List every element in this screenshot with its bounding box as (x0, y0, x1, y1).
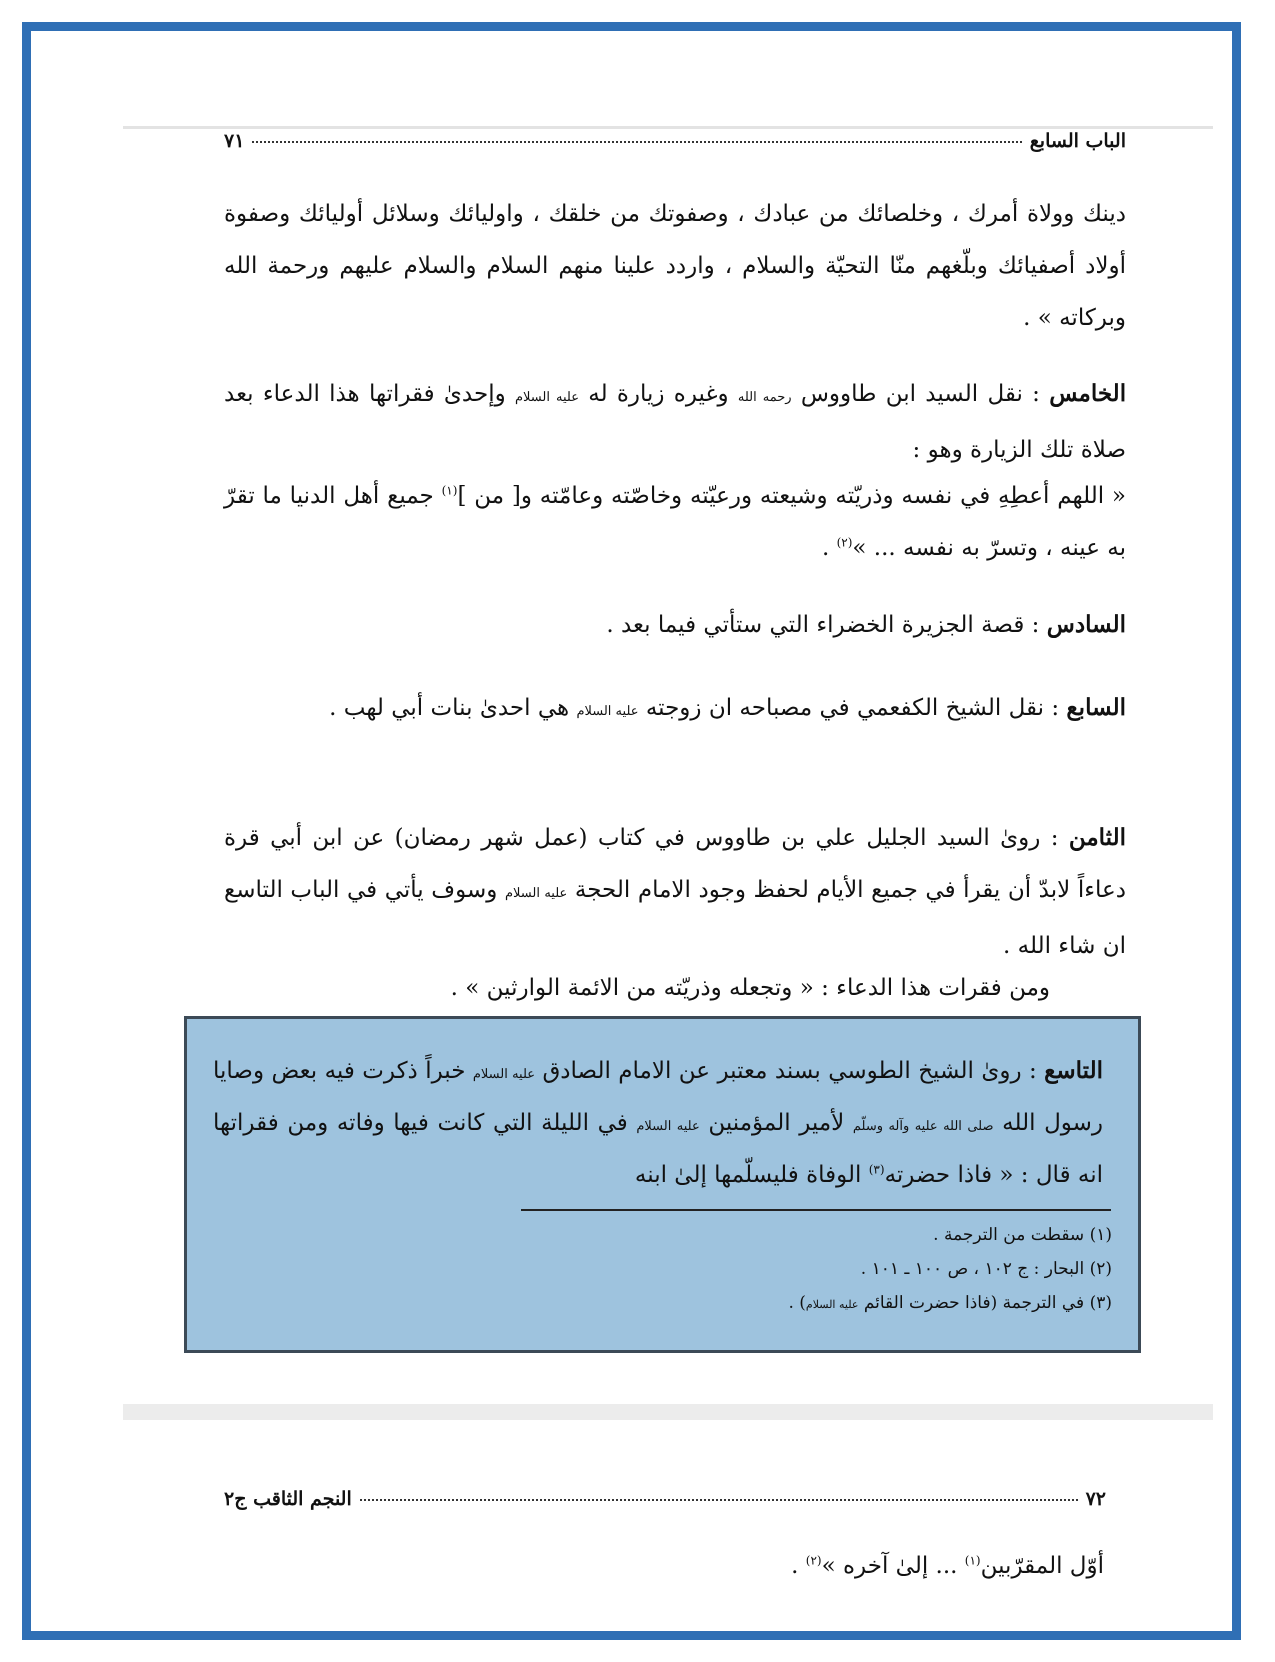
paragraph-text: « اللهم أعطِهِ في نفسه وذريّته وشيعته ورعيّته وخاصّته وعامّته و[ من ] (457, 483, 1127, 509)
paragraph-text: : نقل السيد ابن طاووس (800, 381, 1040, 407)
honorific: صلى الله عليه وآله وسلّم (852, 1119, 994, 1134)
paragraph-text: وإحدىٰ فقراتها هذا الدعاء بعد صلاة تلك الزيارة وهو : (224, 381, 1126, 463)
paragraph-text: : نقل الشيخ الكفعمي في مصباحه ان زوجته (645, 695, 1060, 721)
honorific: عليه السلام (576, 704, 639, 719)
paragraph-lead: الثامن (1068, 824, 1127, 851)
paragraph-next-page (224, 1540, 1104, 1592)
running-header (224, 130, 1126, 152)
paragraph-supplication (224, 470, 1126, 574)
paragraph-text: أوّل المقرّبين (980, 1553, 1104, 1579)
paragraph-text: دينك وولاة أمرك ، وخلصائك من عبادك ، وصفوتك من خلقك ، واوليائك وسلائل أوليائك وصفوة أولاد أصفيائك وبلّغهم منّا التحيّة والسلام ، واردد علينا منهم السلام والسلام عليهم ورحمة الله وبركاته » . (224, 201, 1126, 331)
paragraph-text: لأمير المؤمنين (708, 1110, 845, 1136)
paragraph-lead: السابع (1066, 694, 1126, 721)
paragraph-text: وغيره زيارة له (588, 381, 729, 407)
footnote-text: ) . (788, 1293, 806, 1313)
honorific: عليه السلام (514, 390, 579, 405)
honorific: عليه السلام (504, 886, 568, 901)
page-number-next: ٧٢ (1085, 1488, 1106, 1510)
footnote-separator (521, 1209, 1111, 1211)
highlighted-section (184, 1016, 1141, 1353)
paragraph-fifth (224, 368, 1126, 476)
footnote-marker: (٢) (836, 535, 853, 550)
footnote-2: (٢) البحار : ج ١٠٢ ، ص ١٠٠ ـ ١٠١ . (860, 1259, 1112, 1279)
paragraph-continuation (224, 188, 1126, 344)
page-number: ٧١ (224, 130, 245, 152)
paragraph-lead: التاسع (1044, 1057, 1103, 1084)
paragraph-lead: السادس (1046, 611, 1126, 638)
footnote-1: (١) سقطت من الترجمة . (933, 1225, 1112, 1245)
paragraph-text: ومن فقرات هذا الدعاء : « وتجعله وذريّته من الائمة الوارثين » . (450, 975, 1050, 1001)
paragraph-text: في الليلة التي كانت فيها وفاته ومن فقراتها انه قال : « فاذا حضرته (213, 1110, 1103, 1188)
paragraph-text: وسوف يأتي في الباب التاسع ان شاء الله . (224, 877, 1126, 959)
paragraph-text: : روىٰ السيد الجليل علي بن طاووس في كتاب (عمل شهر رمضان) عن ابن أبي قرة دعاءاً لابدّ أن يقرأ في جميع الأيام لحفظ وجود الامام الحجة (224, 825, 1127, 903)
paragraph-ninth (213, 1047, 1103, 1199)
honorific: رحمه الله (737, 390, 792, 405)
paragraph-supplication-excerpt (224, 962, 1050, 1014)
paragraph-text: جميع أهل الدنيا ما تقرّ به عينه ، وتسرّ به نفسه ... » (224, 483, 1126, 561)
paragraph-text: الوفاة فليسلّمها إلىٰ ابنه (634, 1162, 862, 1188)
paragraph-sixth (224, 599, 1126, 651)
paragraph-text: . (821, 535, 830, 561)
paragraph-text: : روىٰ الشيخ الطوسي بسند معتبر عن الامام الصادق (542, 1058, 1037, 1084)
footnote-marker: (١) (441, 483, 458, 498)
running-header-next (224, 1488, 1106, 1510)
leader-dots (252, 140, 1021, 143)
paragraph-text: ... إلىٰ آخره » (821, 1553, 958, 1579)
paragraph-eighth (224, 812, 1126, 972)
paragraph-text: هي احدىٰ بنات أبي لهب . (329, 695, 570, 721)
paragraph-text: . (791, 1553, 799, 1579)
page-top-rule (123, 126, 1213, 129)
chapter-title: الباب السابع (1029, 130, 1126, 152)
paragraph-text: : قصة الجزيرة الخضراء التي ستأتي فيما بعد . (606, 612, 1040, 638)
footnote-marker: (١) (964, 1553, 981, 1568)
book-title: النجم الثاقب ج٢ (224, 1488, 352, 1510)
footnote-marker: (٣) (868, 1162, 885, 1177)
honorific: عليه السلام (472, 1067, 536, 1082)
footnote-3 (788, 1293, 1112, 1313)
honorific: عليه السلام (636, 1119, 700, 1134)
paragraph-seventh (224, 682, 1126, 738)
footnote-marker: (٢) (805, 1553, 822, 1568)
paragraph-text: خبراً ذكرت فيه بعض وصايا رسول الله (213, 1058, 1104, 1136)
page-break-band (123, 1404, 1213, 1420)
paragraph-lead: الخامس (1049, 380, 1127, 407)
leader-dots (360, 1498, 1078, 1501)
footnote-text: (٣) في الترجمة (فاذا حضرت القائم (863, 1293, 1112, 1313)
honorific: عليه السلام (805, 1298, 859, 1311)
